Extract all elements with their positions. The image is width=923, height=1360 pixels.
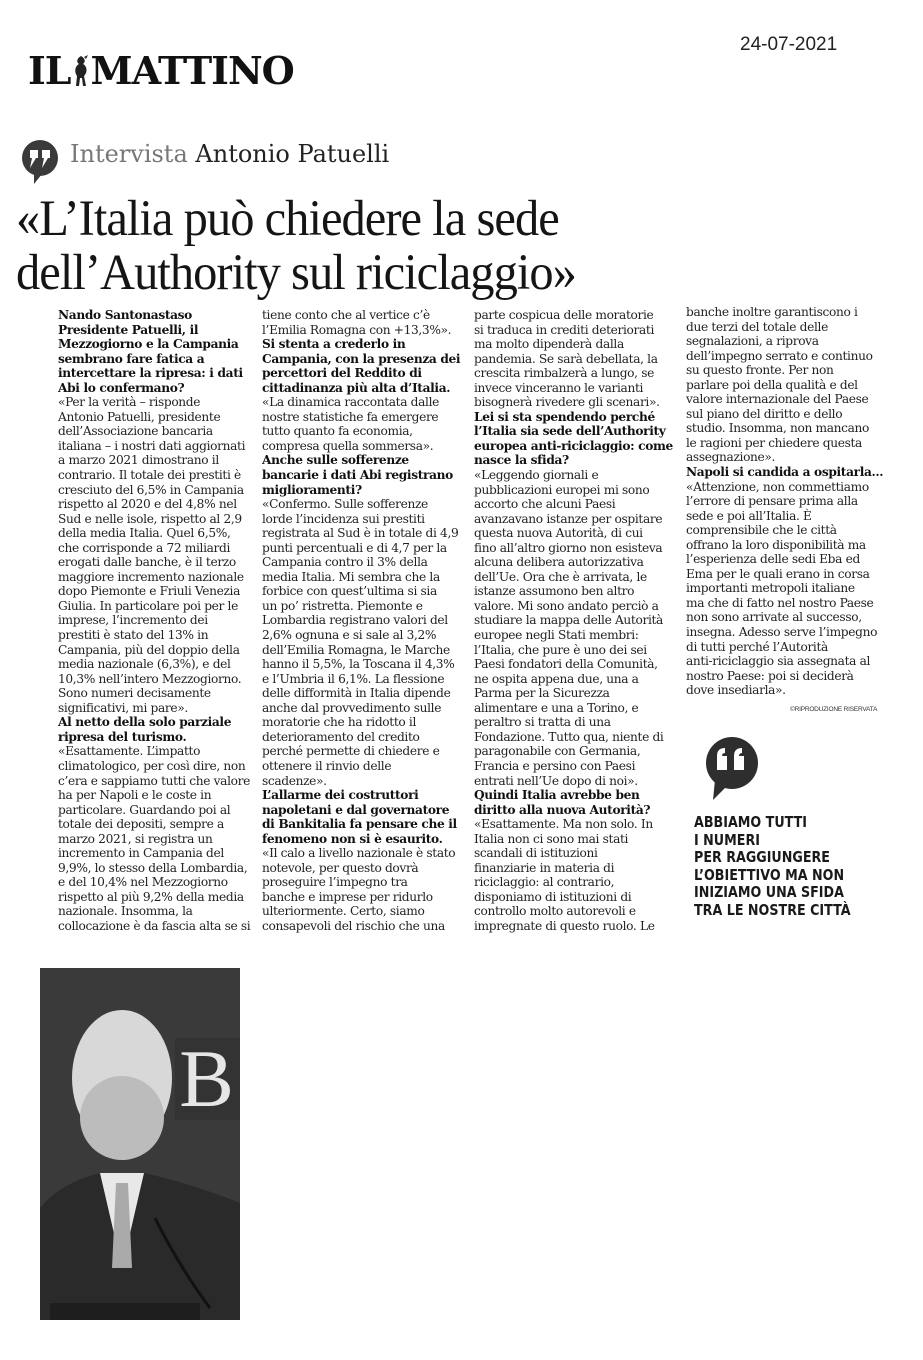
answer-line: nostro Paese: poi si deciderà xyxy=(686,668,854,683)
answer-line: di tutti perché l’Autorità xyxy=(686,639,828,654)
answer-line: Campania, più del doppio della xyxy=(58,642,240,657)
answer-line: Lombardia registrano valori del xyxy=(262,613,448,628)
answer-line: marzo 2021, si registra un xyxy=(58,831,213,846)
answer-line: invece vinceranno le varianti xyxy=(474,380,644,395)
pull-quote-line: PER RAGGIUNGERE xyxy=(694,848,830,866)
answer-line: imprese, l’incremento dei xyxy=(58,613,208,628)
answer-line: dopo Piemonte e Friuli Venezia xyxy=(58,584,241,599)
answer-line: dell’Associazione bancaria xyxy=(58,424,213,439)
answer-line: contrario. Il totale dei prestiti è xyxy=(58,468,241,483)
answer-line: Antonio Patuelli, presidente xyxy=(58,409,221,424)
answer-line: media Italia. Mi sembra che la xyxy=(262,569,440,584)
question-line: cittadinanza più alta d’Italia. xyxy=(262,380,451,395)
quote-bubble-icon xyxy=(703,736,761,802)
question-line: bancarie i dati Abi registrano xyxy=(262,468,453,483)
answer-line: climatologico, per così dire, non xyxy=(58,758,246,773)
answer-line: crescita rimbalzerà a lungo, se xyxy=(474,366,654,381)
answer-line: maggiore incremento nazionale xyxy=(58,569,244,584)
answer-line: italiana – i nostri dati aggiornati xyxy=(58,438,246,453)
answer-line: rispetto al più 9,2% della media xyxy=(58,889,244,904)
answer-line: Sud e nelle isole, rispetto al 2,9 xyxy=(58,511,242,526)
answer-line: Paesi fondatori della Comunità, xyxy=(474,657,658,672)
answer-line: valore internazionale del Paese xyxy=(686,392,869,407)
answer-line: che corrisponde a 72 miliardi xyxy=(58,540,231,555)
answer-line: si traduca in crediti deteriorati xyxy=(474,322,655,337)
answer-line: impregnate di questo ruolo. Le xyxy=(474,918,655,933)
answer-line: finanziarie in materia di xyxy=(474,860,615,875)
masthead-logo xyxy=(28,48,294,93)
answer-line: studiare la mappa delle Autorità xyxy=(474,613,663,628)
answer-line: l’Italia, che pure è uno dei sei xyxy=(474,642,647,657)
pull-quote-line: L’OBIETTIVO MA NON xyxy=(694,865,845,884)
answer-line: ha per Napoli e le coste in xyxy=(58,788,212,803)
answer-line: Fondazione. Tutto qua, niente di xyxy=(474,729,664,744)
question-line: Nando Santonastaso xyxy=(58,308,192,322)
answer-line: alcuna delibera autorizzativa xyxy=(474,555,644,570)
masthead-left: IL xyxy=(28,48,71,93)
answer-line: delle difformità in Italia dipende xyxy=(262,686,451,701)
copyright-notice: ©RIPRODUZIONE RISERVATA xyxy=(790,706,878,713)
answer-line: «Esattamente. L’impatto xyxy=(58,744,201,759)
answer-line: e l’Umbria il 6,1%. La flessione xyxy=(262,671,445,686)
answer-line: incremento in Campania del xyxy=(58,846,224,861)
answer-line: forbice con quest’ultima si sia xyxy=(262,584,437,599)
answer-line: particolare. Guardando poi al xyxy=(58,802,231,817)
answer-line: fino all’altro giorno non esisteva xyxy=(474,540,663,555)
portrait-photo xyxy=(40,968,240,1320)
answer-line: compresa quella sommersa». xyxy=(262,438,434,453)
answer-line: anche dal provvedimento sulle xyxy=(262,700,442,715)
answer-line: su questo fronte. Per non xyxy=(686,363,834,378)
article-column-4 xyxy=(686,305,894,698)
question-line: Presidente Patuelli, il xyxy=(58,322,199,337)
article-column-2 xyxy=(262,308,470,934)
answer-line: punti percentuali e di 4,7 per la xyxy=(262,540,447,555)
answer-line: controllo molto autorevoli e xyxy=(474,904,636,919)
headline xyxy=(16,192,576,300)
answer-line: notevole, per questo dovrà xyxy=(262,860,419,875)
answer-line: 9,9%, lo stesso della Lombardia, xyxy=(58,860,248,875)
answer-line: c’era e sappiamo tutti che valore xyxy=(58,773,250,788)
pull-quote xyxy=(694,814,851,919)
answer-line: della media Italia. Quel 6,5%, xyxy=(58,526,231,541)
answer-line: dell’Ue. Ora che è arrivata, le xyxy=(474,569,647,584)
question-line: Campania, con la presenza dei xyxy=(262,351,461,366)
answer-line: 2,6% ognuna e si sale al 3,2% xyxy=(262,628,437,643)
answer-line: Giulia. In particolare poi per le xyxy=(58,598,238,613)
answer-line: Ema per le quali erano in corsa xyxy=(686,566,870,581)
question-line: Al netto della solo parziale xyxy=(58,715,232,730)
rooster-icon xyxy=(71,54,91,88)
pull-quote-line: ABBIAMO TUTTI xyxy=(694,813,808,831)
answer-line: parlare poi della qualità e del xyxy=(686,377,858,392)
question-line: miglioramenti? xyxy=(262,482,362,497)
question-line: sembrano fare fatica a xyxy=(58,351,205,366)
pull-quote-line: I NUMERI xyxy=(694,830,760,849)
answer-line: «Attenzione, non commettiamo xyxy=(686,479,869,494)
question-line: Si stenta a crederlo in xyxy=(262,337,406,352)
answer-line: banche e imprese per ridurlo xyxy=(262,889,433,904)
answer-line: registrata al Sud è in totale di 4,9 xyxy=(262,526,459,541)
answer-line: erogati dalle banche, è il terzo xyxy=(58,555,236,570)
answer-line: Parma per la Sicurezza xyxy=(474,686,610,701)
answer-line: Campania contro il 3% della xyxy=(262,555,428,570)
article-column-3 xyxy=(474,308,682,934)
answer-line: «Esattamente. Ma non solo. In xyxy=(474,817,653,832)
answer-line: nazionale. Insomma, la xyxy=(58,904,193,919)
answer-line: dove insediarla». xyxy=(686,683,786,698)
question-line: ripresa del turismo. xyxy=(58,729,187,744)
answer-line: offrano la loro disponibilità ma xyxy=(686,537,866,552)
answer-line: ulteriormente. Certo, siamo xyxy=(262,904,425,919)
answer-line: hanno il 5,5%, la Toscana il 4,3% xyxy=(262,657,455,672)
answer-line: ottenere il rinvio delle xyxy=(262,758,392,773)
portrait-figure xyxy=(40,968,240,1320)
question-line: nasce la sfida? xyxy=(474,453,569,468)
answer-line: perché permette di chiedere e xyxy=(262,744,440,759)
answer-line: «Il calo a livello nazionale è stato xyxy=(262,846,456,861)
question-line: Abi lo confermano? xyxy=(58,380,185,395)
answer-line: dell’impegno serrato e continuo xyxy=(686,348,873,363)
answer-line: dell’Emilia Romagna, le Marche xyxy=(262,642,450,657)
answer-line: entrati nell’Ue dopo di noi». xyxy=(474,773,638,788)
answer-line: rispetto al 2020 e del 4,8% nel xyxy=(58,497,237,512)
answer-line: comprensibile che le città xyxy=(686,523,837,538)
answer-line: non sono arrivate al successo, xyxy=(686,610,862,625)
answer-line: prestiti è stato del 13% in xyxy=(58,628,209,643)
question-line: di Bankitalia fa pensare che il xyxy=(262,817,457,832)
answer-line: europee negli Stati membri: xyxy=(474,628,639,643)
question-line: diritto alla nuova Autorità? xyxy=(474,802,651,817)
answer-line: paragonabile con Germania, xyxy=(474,744,641,759)
answer-line: anti-riciclaggio sia assegnata al xyxy=(686,654,871,669)
answer-line: ma che di fatto nel nostro Paese xyxy=(686,595,874,610)
pull-quote-line: INIZIAMO UNA SFIDA xyxy=(694,883,844,901)
answer-line: totale dei depositi, sempre a xyxy=(58,817,224,832)
answer-line: disponiamo di istituzioni di xyxy=(474,889,632,904)
answer-line: «Per la verità – risponde xyxy=(58,395,201,410)
answer-line: questa nuova Autorità, di cui xyxy=(474,526,643,541)
answer-line: cresciuto del 6,5% in Campania xyxy=(58,482,244,497)
masthead-right: MATTINO xyxy=(90,48,294,93)
answer-line: l’errore di pensare prima alla xyxy=(686,494,858,509)
answer-line: e del 10,4% nel Mezzogiorno xyxy=(58,875,228,890)
question-line: napoletani e dal governatore xyxy=(262,802,450,817)
answer-line: Italia non ci sono mai stati xyxy=(474,831,629,846)
answer-line: tutto quanto fa economia, xyxy=(262,424,413,439)
answer-line: avanzavano istanze per ospitare xyxy=(474,511,663,526)
answer-line: bisognerà rivedere gli scenari». xyxy=(474,395,660,410)
answer-line: media nazionale (6,3%), e del xyxy=(58,657,231,672)
answer-line: «La dinamica raccontata dalle xyxy=(262,395,439,410)
photo-backdrop-letter: B xyxy=(175,1038,240,1120)
answer-line: riciclaggio: al contrario, xyxy=(474,875,615,890)
question-line: Lei si sta spendendo perché xyxy=(474,409,655,424)
answer-line: significativi, mi pare». xyxy=(58,700,188,715)
answer-line: ma molto dipenderà dalla xyxy=(474,337,624,352)
answer-line: accorto che alcuni Paesi xyxy=(474,497,616,512)
question-line: Quindi Italia avrebbe ben xyxy=(474,788,640,803)
answer-line: nostre statistiche fa emergere xyxy=(262,409,439,424)
answer-line: un po’ ristretta. Piemonte e xyxy=(262,598,423,613)
answer-line: valore. Mi sono andato perciò a xyxy=(474,598,659,613)
question-line: intercettare la ripresa: i dati xyxy=(58,366,243,381)
speech-bubble-quote-icon xyxy=(20,138,64,184)
answer-line: l’Emilia Romagna con +13,3%». xyxy=(262,322,452,337)
answer-line: «Confermo. Sulle sofferenze xyxy=(262,497,428,512)
answer-line: proseguire l’impegno tra xyxy=(262,875,408,890)
question-line: europea anti-riciclaggio: come xyxy=(474,438,673,453)
answer-line: pandemia. Se sarà debellata, la xyxy=(474,351,658,366)
answer-line: scandali di istituzioni xyxy=(474,846,598,861)
answer-line: Sono numeri decisamente xyxy=(58,686,211,701)
answer-line: sul piano del diritto e dello xyxy=(686,406,843,421)
answer-line: Francia e persino con Paesi xyxy=(474,758,636,773)
answer-line: istanze assumono ben altro xyxy=(474,584,635,599)
answer-line: ne ospita appena due, una a xyxy=(474,671,639,686)
answer-line: lorde l’incidenza sui prestiti xyxy=(262,511,425,526)
answer-line: l’esperienza delle sedi Eba ed xyxy=(686,552,860,567)
answer-line: parte cospicua delle moratorie xyxy=(474,308,654,322)
question-line: L’allarme dei costruttori xyxy=(262,788,419,803)
answer-line: importanti metropoli italiane xyxy=(686,581,855,596)
answer-line: banche inoltre garantiscono i xyxy=(686,305,858,319)
answer-line: peraltro si tratta di una xyxy=(474,715,611,730)
answer-line: assegnazione». xyxy=(686,450,776,465)
question-line: Anche sulle sofferenze xyxy=(262,453,409,468)
article-column-1 xyxy=(58,308,266,934)
headline-line-2: dell’Authority sul riciclaggio» xyxy=(16,245,576,301)
answer-line: segnalazioni, a riprova xyxy=(686,334,819,349)
answer-line: scadenze». xyxy=(262,773,327,788)
answer-line: deterioramento del credito xyxy=(262,729,420,744)
answer-line: insegna. Adesso serve l’impegno xyxy=(686,625,878,640)
question-line: Mezzogiorno e la Campania xyxy=(58,337,239,352)
answer-line: tiene conto che al vertice c’è xyxy=(262,308,430,322)
question-line: percettori del Reddito di xyxy=(262,366,422,381)
answer-line: alimentare e una a Torino, e xyxy=(474,700,639,715)
answer-line: moratorie che ha ridotto il xyxy=(262,715,416,730)
answer-line: sede e poi all’Italia. È xyxy=(686,508,812,523)
answer-line: 10,3% nell’intero Mezzogiorno. xyxy=(58,671,242,686)
question-line: fenomeno non si è esaurito. xyxy=(262,831,443,846)
answer-line: consapevoli del rischio che una xyxy=(262,918,445,933)
kicker-label: Intervista xyxy=(70,140,188,168)
answer-line: studio. Insomma, non mancano xyxy=(686,421,870,436)
headline-line-1: «L’Italia può chiedere la sede xyxy=(16,191,559,247)
answer-line: le ragioni per chiedere questa xyxy=(686,435,862,450)
answer-line: «Leggendo giornali e xyxy=(474,468,599,483)
answer-line: a marzo 2021 dimostrano il xyxy=(58,453,219,468)
question-line: l’Italia sia sede dell’Authority xyxy=(474,424,666,439)
answer-line: collocazione è da fascia alta se si xyxy=(58,918,251,933)
kicker-name: Antonio Patuelli xyxy=(195,140,390,168)
answer-line: pubblicazioni europei mi sono xyxy=(474,482,650,497)
question-line: Napoli si candida a ospitarla... xyxy=(686,465,884,480)
pull-quote-line: TRA LE NOSTRE CITTÀ xyxy=(694,900,851,919)
answer-line: due terzi del totale delle xyxy=(686,319,828,334)
publication-date: 24-07-2021 xyxy=(740,34,838,55)
